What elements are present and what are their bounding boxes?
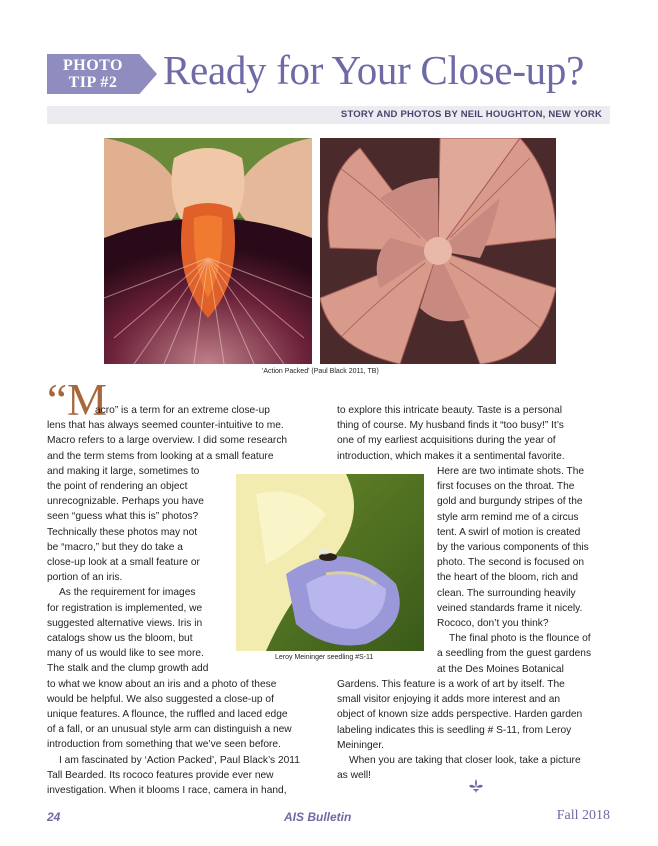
text-line: to explore this intricate beauty. Taste is a personal — [337, 405, 563, 416]
text-line: object of known size adds perspective. Harden garden — [337, 709, 583, 721]
photo-caption-seedling: Leroy Meininger seedling #S-11 — [275, 654, 374, 661]
text-line: Tall Bearded. Its rococo features provide ever new — [47, 769, 274, 781]
text-line: veined standards frame it nicely. — [437, 602, 583, 614]
text-line: photo. The second is focused on — [437, 557, 585, 569]
photo-tip-label — [47, 57, 139, 91]
photo-tip-line-2: TIP #2 — [68, 74, 118, 91]
text-line: labeling indicates this is seedling # S-11, from Leroy — [337, 724, 572, 736]
text-line: Rococo, don’t you think? — [437, 618, 549, 629]
photo-iris-heart — [320, 138, 556, 364]
text-line: unique features. A flounce, the ruffled and laced edge — [47, 709, 288, 720]
text-line: gold and burgundy stripes of the — [437, 496, 583, 508]
publication-name: AIS Bulletin — [284, 810, 352, 824]
photo-iris-flounce — [236, 474, 424, 651]
text-line: When you are taking that closer look, take a picture — [349, 755, 581, 766]
text-line: introduction, which makes it a sentimental favorite. — [337, 450, 565, 462]
text-line: As the requirement for images — [59, 587, 196, 599]
text-line: Here are two intimate shots. The — [437, 466, 585, 477]
text-line: portion of an iris. — [47, 572, 123, 584]
text-line: I am fascinated by ‘Action Packed’, Paul Black’s 2011 — [59, 754, 300, 766]
drop-cap: “M — [47, 375, 107, 425]
photo-tip-line-1: PHOTO — [63, 57, 123, 74]
fleur-de-lis-icon — [468, 778, 484, 794]
text-line: seen “guess what this is” photos? — [47, 511, 199, 523]
text-line: at the Des Moines Botanical — [437, 663, 564, 675]
issue-date: Fall 2018 — [556, 808, 610, 823]
text-line: Macro refers to a large overview. I did some research — [47, 435, 288, 447]
text-line: lens that has always seemed counter-intuitive to me. — [47, 420, 284, 432]
text-line: Gardens. This feature is a work of art by itself. The — [337, 679, 565, 690]
text-line: catalogs show us the bloom, but — [47, 633, 193, 644]
text-line: for registration is implemented, we — [47, 602, 203, 614]
text-line: clean. The surrounding heavily — [437, 587, 576, 599]
photo-caption-action-packed: 'Action Packed' (Paul Black 2011, TB) — [262, 368, 379, 375]
text-line: tent. A swirl of motion is created — [437, 526, 581, 538]
text-line: many of us would like to see more. — [47, 648, 204, 660]
text-line: small visitor enjoying it adds more interest and an — [337, 694, 561, 706]
text-line: The stalk and the clump growth add — [47, 663, 209, 675]
text-line: the point of rendering an object — [47, 481, 188, 492]
text-line: unrecognizable. Perhaps you have — [47, 496, 204, 508]
text-line: one of my earliest acquisitions during the year of — [337, 435, 556, 447]
text-line: suggested alternative views. Iris in — [47, 617, 203, 629]
text-line: investigation. When it blooms I race, camera in hand, — [47, 785, 287, 796]
text-line: introduction from something that we’ve seen before. — [47, 739, 281, 751]
text-line: and making it large, sometimes to — [47, 465, 200, 477]
text-line: by the various components of this — [437, 542, 589, 553]
text-line: Meininger. — [337, 739, 385, 751]
text-line: would be helpful. We also suggested a close-up of — [47, 693, 274, 705]
page-number: 24 — [47, 810, 61, 824]
text-line: the heart of the bloom, rich and — [437, 572, 579, 584]
text-line: as well! — [337, 770, 371, 782]
byline: STORY AND PHOTOS BY NEIL HOUGHTON, NEW YORK — [340, 109, 602, 120]
text-line: acro” is a term for an extreme close-up — [95, 405, 270, 416]
article-title: Ready for Your Close-up? — [163, 47, 584, 93]
text-line: a seedling from the guest gardens — [437, 648, 592, 660]
text-line: first focuses on the throat. The — [437, 481, 575, 493]
text-line: close-up look at a small feature or — [47, 557, 200, 568]
text-line: be “macro,” but they do take a — [47, 541, 183, 553]
text-line: of a fall, or an unusual style arm can distinguish a new — [47, 724, 292, 736]
text-line: to what we know about an iris and a photo of these — [47, 678, 277, 690]
text-line: Technically these photos may not — [47, 526, 198, 538]
text-line: thing of course. My husband finds it “too busy!” It’s — [337, 420, 564, 432]
text-line: The final photo is the flounce of — [449, 633, 591, 645]
photo-iris-throat — [104, 138, 312, 364]
text-line: style arm remind me of a circus — [437, 511, 579, 523]
text-line: and the term stems from looking at a small feature — [47, 450, 274, 462]
